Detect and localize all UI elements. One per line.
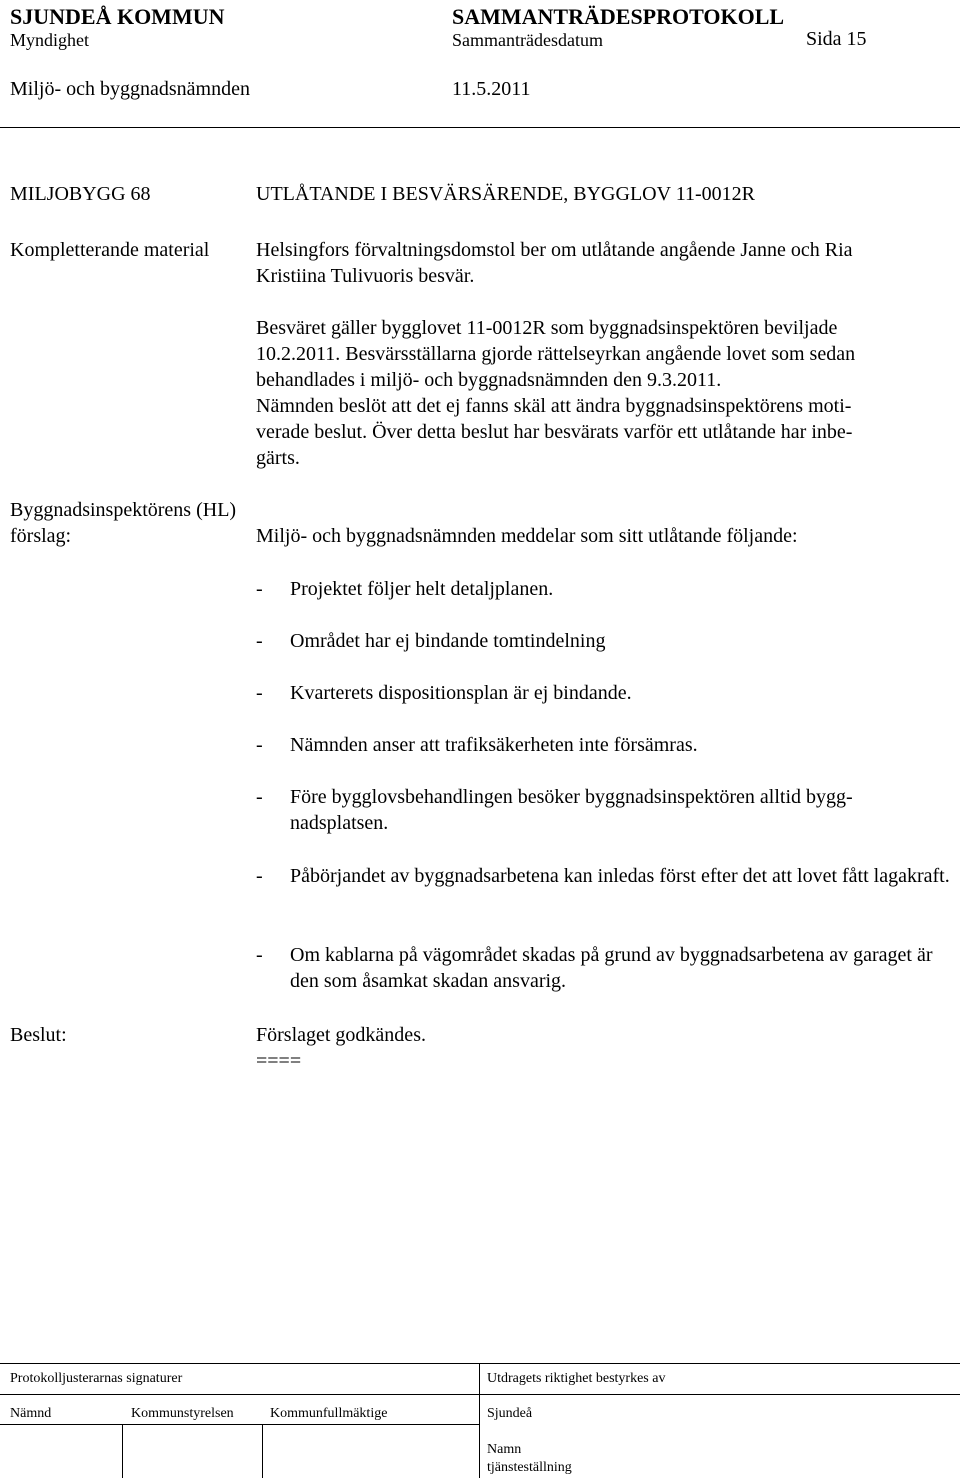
background-line-1: Besväret gäller bygglovet 11-0012R som byggnadsinspektören beviljade <box>256 317 838 339</box>
municipality-name: SJUNDEÅ KOMMUN <box>10 4 225 29</box>
background-line-2: 10.2.2011. Besvärsställarna gjorde rättelseyrkan angående lovet som sedan <box>256 343 856 365</box>
footer-signature-row-divider <box>0 1424 480 1425</box>
decision-text: Förslaget godkändes. <box>256 1024 426 1046</box>
list-bullet: - <box>256 944 263 966</box>
list-item: Om kablarna på vägområdet skadas på grund av byggnadsarbetena av garaget är den som åsamkat skadan ansvarig. <box>290 944 933 992</box>
footer-col-kommunstyrelsen: Kommunstyrelsen <box>131 1406 234 1421</box>
footer-row-divider <box>0 1394 960 1395</box>
proposal-label-line-1: Byggnadsinspektörens (HL) <box>10 499 237 521</box>
section-title: UTLÅTANDE I BESVÄRSÄRENDE, BYGGLOV 11-0012R <box>256 183 755 205</box>
footer-position-label: tjänsteställning <box>487 1460 572 1475</box>
document-type: SAMMANTRÄDESPROTOKOLL <box>452 4 785 29</box>
meeting-date: 11.5.2011 <box>452 78 531 100</box>
list-bullet: - <box>256 578 263 600</box>
footer-signature-cell-divider <box>122 1424 123 1478</box>
list-bullet: - <box>256 865 263 887</box>
list-item: Kvarterets dispositionsplan är ej bindande. <box>290 682 632 704</box>
background-line-6: gärts. <box>256 447 300 469</box>
footer-signature-cell-divider <box>262 1424 263 1478</box>
footer-top-border <box>0 1363 960 1364</box>
list-bullet: - <box>256 682 263 704</box>
list-item: Nämnden anser att trafiksäkerheten inte försämras. <box>290 734 698 756</box>
list-bullet: - <box>256 630 263 652</box>
signatures-label: Protokolljusterarnas signaturer <box>10 1371 183 1386</box>
complement-label: Kompletterande material <box>10 239 210 261</box>
list-bullet: - <box>256 734 263 756</box>
background-line-3: behandlades i miljö- och byggnadsnämnden den 9.3.2011. <box>256 369 722 391</box>
decision-end-mark: ==== <box>256 1050 302 1072</box>
list-item: Området har ej bindande tomtindelning <box>290 630 606 652</box>
footer-col-kommunfullmaktige: Kommunfullmäktige <box>270 1406 388 1421</box>
authority-label: Myndighet <box>10 30 89 50</box>
footer-col-sjundea: Sjundeå <box>487 1406 533 1421</box>
header-divider <box>0 127 960 128</box>
list-item: Före bygglovsbehandlingen besöker byggnadsinspektören alltid bygg-nadsplatsen. <box>290 786 853 834</box>
footer-column-divider <box>479 1363 480 1478</box>
complement-line-2: Kristiina Tulivuoris besvär. <box>256 265 475 287</box>
footer-name-label: Namn <box>487 1442 522 1457</box>
page-number: Sida 15 <box>806 28 867 50</box>
background-line-4: Nämnden beslöt att det ej fanns skäl att ändra byggnadsinspektörens moti- <box>256 395 852 417</box>
proposal-intro: Miljö- och byggnadsnämnden meddelar som sitt utlåtande följande: <box>256 525 798 547</box>
list-item: Påbörjandet av byggnadsarbetena kan inledas först efter det att lovet fått lagakraft. <box>290 865 950 887</box>
meeting-date-label: Sammanträdesdatum <box>452 30 603 50</box>
section-code: MILJOBYGG 68 <box>10 183 151 205</box>
authority-name: Miljö- och byggnadsnämnden <box>10 78 250 100</box>
footer-col-namnd: Nämnd <box>10 1406 52 1421</box>
list-bullet: - <box>256 786 263 808</box>
certify-label: Utdragets riktighet bestyrkes av <box>487 1371 666 1386</box>
proposal-label-line-2: förslag: <box>10 525 72 547</box>
complement-line-1: Helsingfors förvaltningsdomstol ber om utlåtande angående Janne och Ria <box>256 239 853 261</box>
decision-label: Beslut: <box>10 1024 67 1046</box>
list-item: Projektet följer helt detaljplanen. <box>290 578 554 600</box>
background-line-5: verade beslut. Över detta beslut har besvärats varför ett utlåtande har inbe- <box>256 421 853 443</box>
